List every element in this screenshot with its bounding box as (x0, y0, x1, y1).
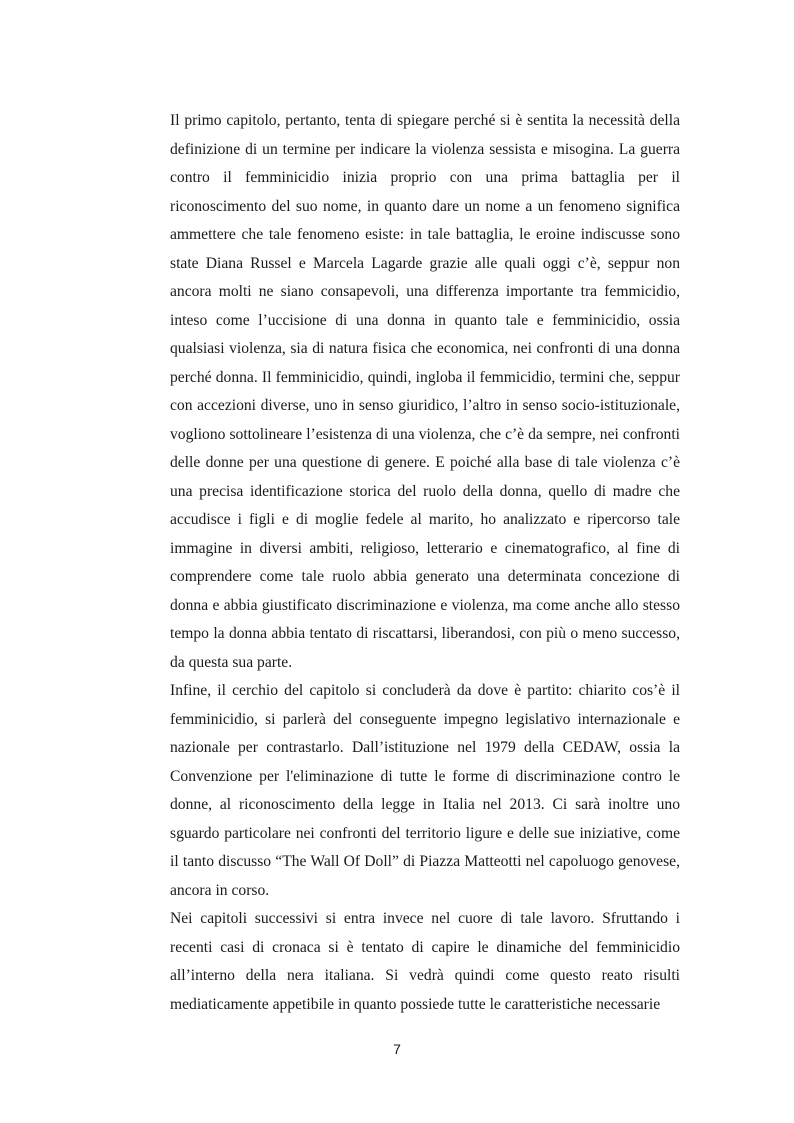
body-text (170, 107, 680, 1019)
paragraph-2: Infine, il cerchio del capitolo si concluderà da dove è partito: chiarito cos’è il femminicidio, si parlerà del conseguente impegno legislativo internazionale e nazionale per contrastarlo. Dall’istituzione nel 1979 della CEDAW, ossia la Convenzione per l'eliminazione di tutte le forme di discriminazione contro le donne, al riconoscimento della legge in Italia nel 2013. Ci sarà inoltre uno sguardo particolare nei confronti del territorio ligure e delle sue iniziative, come il tanto discusso “The Wall Of Doll” di Piazza Matteotti nel capoluogo genovese, ancora in corso. (170, 682, 680, 899)
page-number: 7 (393, 1041, 401, 1057)
paragraph-1: Il primo capitolo, pertanto, tenta di spiegare perché si è sentita la necessità della definizione di un termine per indicare la violenza sessista e misogina. La guerra contro il femminicidio inizia proprio con una prima battaglia per il riconoscimento del suo nome, in quanto dare un nome a un fenomeno significa ammettere che tale fenomeno esiste: in tale battaglia, le eroine indiscusse sono state Diana Russel e Marcela Lagarde grazie alle quali oggi c’è, seppur non ancora molti ne siano consapevoli, una differenza importante tra femmicidio, inteso come l’uccisione di una donna in quanto tale e femminicidio, ossia qualsiasi violenza, sia di natura fisica che economica, nei confronti di una donna perché donna. Il femminicidio, quindi, ingloba il femmicidio, termini che, seppur con accezioni diverse, uno in senso giuridico, l’altro in senso socio-istituzionale, vogliono sottolineare l’esistenza di una violenza, che c’è da sempre, nei confronti delle donne per una questione di genere. E poiché alla base di tale violenza c’è una precisa identificazione storica del ruolo della donna, quello di madre che accudisce i figli e di moglie fedele al marito, ho analizzato e ripercorso tale immagine in diversi ambiti, religioso, letterario e cinematografico, al fine di comprendere come tale ruolo abbia generato una determinata concezione di donna e abbia giustificato discriminazione e violenza, ma come anche allo stesso tempo la donna abbia tentato di riscattarsi, liberandosi, con più o meno successo, da questa sua parte. (170, 112, 680, 671)
paragraph-3: Nei capitoli successivi si entra invece nel cuore di tale lavoro. Sfruttando i recenti casi di cronaca si è tentato di capire le dinamiche del femminicidio all’interno della nera italiana. Si vedrà quindi come questo reato risulti mediaticamente appetibile in quanto possiede tutte le caratteristiche necessarie (170, 910, 680, 1013)
